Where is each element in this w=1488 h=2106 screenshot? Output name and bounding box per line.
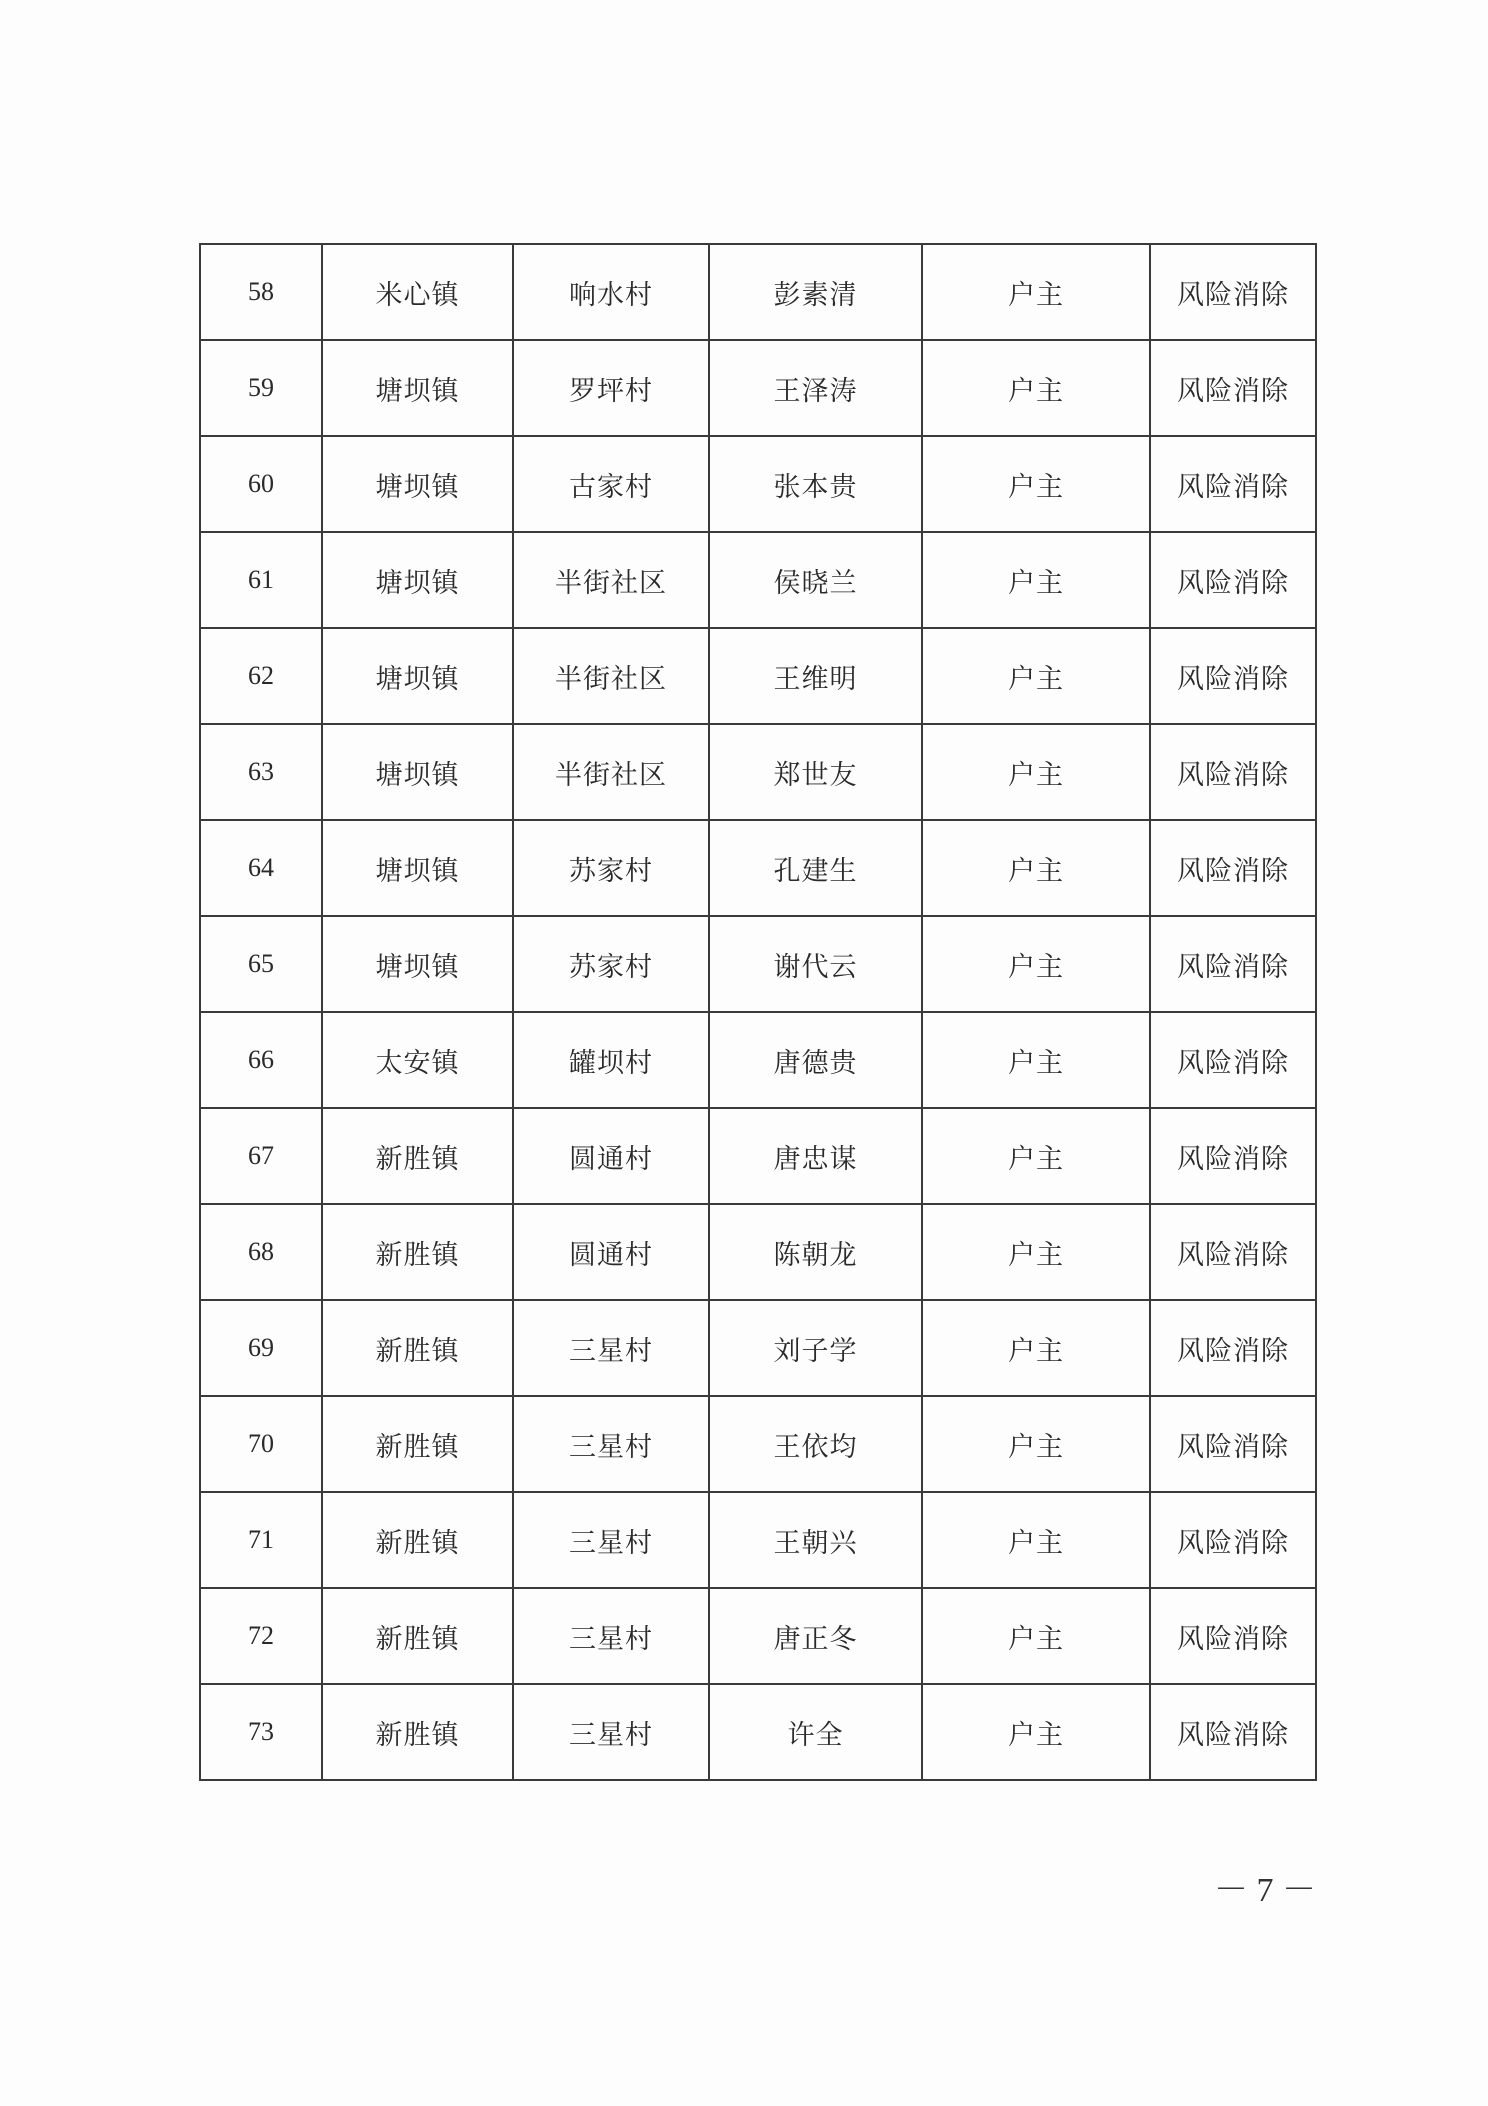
name-cell: 王依均 <box>709 1396 922 1492</box>
name-cell: 王泽涛 <box>709 340 922 436</box>
town-cell: 新胜镇 <box>322 1684 513 1780</box>
status-cell: 风险消除 <box>1150 1012 1316 1108</box>
relation-cell: 户主 <box>922 436 1150 532</box>
row-number-cell: 69 <box>200 1300 322 1396</box>
name-cell: 侯晓兰 <box>709 532 922 628</box>
village-cell: 三星村 <box>513 1684 709 1780</box>
table-row <box>200 1012 1316 1108</box>
relation-cell: 户主 <box>922 820 1150 916</box>
row-number-cell: 71 <box>200 1492 322 1588</box>
status-cell: 风险消除 <box>1150 436 1316 532</box>
name-cell: 唐忠谋 <box>709 1108 922 1204</box>
name-cell: 唐德贵 <box>709 1012 922 1108</box>
town-cell: 米心镇 <box>322 244 513 340</box>
records-table <box>199 243 1317 1781</box>
village-cell: 三星村 <box>513 1300 709 1396</box>
town-cell: 塘坝镇 <box>322 532 513 628</box>
name-cell: 王维明 <box>709 628 922 724</box>
village-cell: 半街社区 <box>513 724 709 820</box>
table-row <box>200 724 1316 820</box>
status-cell: 风险消除 <box>1150 340 1316 436</box>
table-row <box>200 340 1316 436</box>
village-cell: 罗坪村 <box>513 340 709 436</box>
village-cell: 半街社区 <box>513 532 709 628</box>
relation-cell: 户主 <box>922 1588 1150 1684</box>
town-cell: 塘坝镇 <box>322 340 513 436</box>
town-cell: 塘坝镇 <box>322 436 513 532</box>
row-number-cell: 65 <box>200 916 322 1012</box>
town-cell: 新胜镇 <box>322 1204 513 1300</box>
table-row <box>200 1300 1316 1396</box>
status-cell: 风险消除 <box>1150 1588 1316 1684</box>
table-row <box>200 1684 1316 1780</box>
village-cell: 三星村 <box>513 1588 709 1684</box>
relation-cell: 户主 <box>922 1204 1150 1300</box>
name-cell: 张本贵 <box>709 436 922 532</box>
relation-cell: 户主 <box>922 340 1150 436</box>
relation-cell: 户主 <box>922 532 1150 628</box>
town-cell: 新胜镇 <box>322 1396 513 1492</box>
status-cell: 风险消除 <box>1150 724 1316 820</box>
village-cell: 三星村 <box>513 1492 709 1588</box>
village-cell: 圆通村 <box>513 1204 709 1300</box>
name-cell: 谢代云 <box>709 916 922 1012</box>
status-cell: 风险消除 <box>1150 820 1316 916</box>
status-cell: 风险消除 <box>1150 628 1316 724</box>
row-number-cell: 62 <box>200 628 322 724</box>
relation-cell: 户主 <box>922 628 1150 724</box>
relation-cell: 户主 <box>922 724 1150 820</box>
village-cell: 圆通村 <box>513 1108 709 1204</box>
name-cell: 彭素清 <box>709 244 922 340</box>
table-row <box>200 1108 1316 1204</box>
village-cell: 古家村 <box>513 436 709 532</box>
records-table-body <box>200 244 1316 1780</box>
table-row <box>200 628 1316 724</box>
village-cell: 罐坝村 <box>513 1012 709 1108</box>
village-cell: 半街社区 <box>513 628 709 724</box>
town-cell: 新胜镇 <box>322 1300 513 1396</box>
name-cell: 刘子学 <box>709 1300 922 1396</box>
relation-cell: 户主 <box>922 1684 1150 1780</box>
row-number-cell: 64 <box>200 820 322 916</box>
village-cell: 苏家村 <box>513 916 709 1012</box>
town-cell: 新胜镇 <box>322 1492 513 1588</box>
town-cell: 塘坝镇 <box>322 724 513 820</box>
village-cell: 响水村 <box>513 244 709 340</box>
name-cell: 陈朝龙 <box>709 1204 922 1300</box>
relation-cell: 户主 <box>922 1396 1150 1492</box>
row-number-cell: 60 <box>200 436 322 532</box>
row-number-cell: 67 <box>200 1108 322 1204</box>
village-cell: 苏家村 <box>513 820 709 916</box>
page-number: － 7 － <box>1214 1872 1316 1909</box>
status-cell: 风险消除 <box>1150 1684 1316 1780</box>
row-number-cell: 58 <box>200 244 322 340</box>
town-cell: 塘坝镇 <box>322 916 513 1012</box>
status-cell: 风险消除 <box>1150 916 1316 1012</box>
status-cell: 风险消除 <box>1150 244 1316 340</box>
status-cell: 风险消除 <box>1150 1300 1316 1396</box>
row-number-cell: 59 <box>200 340 322 436</box>
row-number-cell: 63 <box>200 724 322 820</box>
table-row <box>200 1588 1316 1684</box>
relation-cell: 户主 <box>922 1012 1150 1108</box>
status-cell: 风险消除 <box>1150 532 1316 628</box>
table-row <box>200 820 1316 916</box>
name-cell: 王朝兴 <box>709 1492 922 1588</box>
town-cell: 新胜镇 <box>322 1588 513 1684</box>
town-cell: 太安镇 <box>322 1012 513 1108</box>
row-number-cell: 66 <box>200 1012 322 1108</box>
name-cell: 许全 <box>709 1684 922 1780</box>
relation-cell: 户主 <box>922 1492 1150 1588</box>
table-row <box>200 244 1316 340</box>
table-row <box>200 532 1316 628</box>
table-row <box>200 1396 1316 1492</box>
town-cell: 新胜镇 <box>322 1108 513 1204</box>
village-cell: 三星村 <box>513 1396 709 1492</box>
table-row <box>200 1204 1316 1300</box>
status-cell: 风险消除 <box>1150 1204 1316 1300</box>
relation-cell: 户主 <box>922 916 1150 1012</box>
status-cell: 风险消除 <box>1150 1396 1316 1492</box>
table-row <box>200 1492 1316 1588</box>
relation-cell: 户主 <box>922 244 1150 340</box>
row-number-cell: 68 <box>200 1204 322 1300</box>
status-cell: 风险消除 <box>1150 1108 1316 1204</box>
table-row <box>200 916 1316 1012</box>
name-cell: 郑世友 <box>709 724 922 820</box>
relation-cell: 户主 <box>922 1108 1150 1204</box>
relation-cell: 户主 <box>922 1300 1150 1396</box>
town-cell: 塘坝镇 <box>322 628 513 724</box>
row-number-cell: 61 <box>200 532 322 628</box>
row-number-cell: 73 <box>200 1684 322 1780</box>
name-cell: 孔建生 <box>709 820 922 916</box>
table-row <box>200 436 1316 532</box>
town-cell: 塘坝镇 <box>322 820 513 916</box>
row-number-cell: 72 <box>200 1588 322 1684</box>
status-cell: 风险消除 <box>1150 1492 1316 1588</box>
row-number-cell: 70 <box>200 1396 322 1492</box>
name-cell: 唐正冬 <box>709 1588 922 1684</box>
